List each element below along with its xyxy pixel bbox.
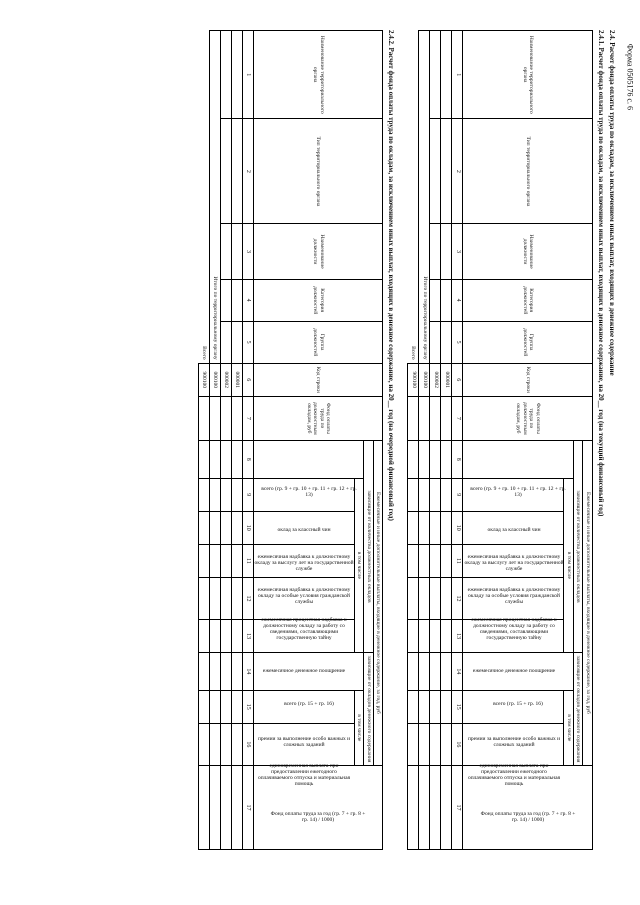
table-row: [441, 31, 452, 850]
table-subtitle: 2.4.2. Расчет фонда оплаты труда по окладам, за исключением иных выплат, входящих в денежное содержание, на 20__ год (на очередной финансовый год): [387, 30, 396, 521]
table-cell: [221, 31, 232, 119]
column-header-text: ежемесячная надбавка к должностному окладу за особые условия гражданской службы: [257, 586, 351, 605]
column-number: 14: [452, 653, 463, 691]
table-cell: [408, 396, 419, 440]
table-cell: [408, 619, 419, 652]
column-header-text: ежемесячное денежное поощрение: [472, 667, 555, 674]
table-cell: [210, 478, 221, 511]
table-cell: [419, 653, 430, 691]
table-cell: [430, 440, 441, 478]
column-number: 2: [452, 119, 463, 224]
column-header-text: Фонд оплаты труда за год (гр. 7 + гр. 8 + гр. 14) / 1000): [480, 810, 576, 823]
column-number: 10: [243, 511, 254, 544]
table-cell: [430, 765, 441, 849]
table-cell: [441, 478, 452, 511]
table-row: [408, 31, 419, 850]
table-cell: [408, 723, 419, 765]
table-cell: [430, 224, 441, 279]
subgroup-header: зависящие от окладов денежного содержания: [574, 653, 584, 766]
table-cell: [221, 396, 232, 440]
table-cell: [419, 544, 430, 577]
in-that-number: в том числе: [355, 690, 365, 765]
in-that-number: в том числе: [564, 690, 574, 765]
column-number: 4: [452, 279, 463, 321]
column-number: 6: [243, 363, 254, 396]
row-code: 900100: [199, 363, 210, 396]
rotated-page: [16, 30, 616, 850]
table-cell: [221, 544, 232, 577]
table-cell: [199, 478, 210, 511]
table-cell: [232, 279, 243, 321]
table-cell: [199, 723, 210, 765]
table-cell: [199, 690, 210, 723]
table-cell: [221, 440, 232, 478]
table-cell: [210, 723, 221, 765]
column-number: 8: [452, 440, 463, 478]
column-number: 15: [243, 690, 254, 723]
table-cell: [430, 690, 441, 723]
table-cell: [441, 723, 452, 765]
table-cell: [221, 653, 232, 691]
row-label: Всего: [410, 346, 417, 360]
row-code: 000001: [441, 363, 452, 396]
table-cell: [430, 396, 441, 440]
payroll-table: [198, 30, 384, 850]
table-cell: [221, 279, 232, 321]
column-number: 1: [243, 31, 254, 119]
table-cell: [221, 578, 232, 620]
column-number: 13: [452, 619, 463, 652]
table-cell: [199, 396, 210, 440]
column-header-text: всего (гр. 9 + гр. 10 + гр. 11 + гр. 12 + гр. 13): [261, 485, 357, 498]
column-header: Категория должностей: [463, 279, 593, 321]
table-cell: [408, 653, 419, 691]
table-cell: [221, 511, 232, 544]
column-number: 3: [452, 224, 463, 279]
column-number: 5: [243, 321, 254, 363]
column-header: Код строки: [254, 363, 384, 396]
table-cell: [232, 544, 243, 577]
column-header-text: ежемесячная процентная надбавка к должностному окладу за работу со сведениями, составляющими государственную тайну: [261, 617, 347, 641]
in-that-number: в том числе: [564, 478, 574, 653]
table-cell: [221, 723, 232, 765]
column-header-text: ежемесячная надбавка к должностному окладу за выслугу лет на государственной службе: [464, 553, 564, 572]
column-header-text: единовременная выплата при предоставлении ежегодного оплачиваемого отпуска и материальная помощь: [258, 762, 351, 787]
table-cell: [441, 619, 452, 652]
table-cell: [199, 440, 210, 478]
table-cell: [221, 619, 232, 652]
table-cell: [232, 119, 243, 224]
table-cell: [419, 396, 430, 440]
column-number: 11: [243, 544, 254, 577]
column-header-text: ежемесячная надбавка к должностному окладу за особые условия гражданской службы: [467, 586, 561, 605]
column-number: 17: [243, 765, 254, 849]
table-cell: [232, 690, 243, 723]
table-cell: [441, 765, 452, 849]
table-cell: [441, 279, 452, 321]
table-cell: [441, 31, 452, 119]
table-cell: [430, 544, 441, 577]
column-number: 12: [243, 578, 254, 620]
table-cell: [199, 653, 210, 691]
table-cell: [441, 119, 452, 224]
table-row: [430, 31, 441, 850]
table-cell: [419, 511, 430, 544]
table-cell: [221, 765, 232, 849]
table-cell: [232, 723, 243, 765]
row-code: 000100: [210, 363, 221, 396]
subgroup-header: зависящие от количества должностных окладов: [364, 440, 374, 652]
column-number: 12: [452, 578, 463, 620]
column-number: 4: [243, 279, 254, 321]
table-cell: [441, 224, 452, 279]
table-cell: [232, 31, 243, 119]
row-code: 000002: [430, 363, 441, 396]
table-cell: [430, 511, 441, 544]
column-number: 7: [452, 396, 463, 440]
table-cell: [441, 440, 452, 478]
column-number: 9: [243, 478, 254, 511]
table-cell: [441, 511, 452, 544]
form-number: Форма 0505176 с. 6: [625, 43, 634, 110]
table-cell: [441, 578, 452, 620]
table-cell: [408, 544, 419, 577]
table-row: [232, 31, 243, 850]
table-cell: [430, 31, 441, 119]
column-number: 1: [452, 31, 463, 119]
row-code: 900100: [408, 363, 419, 396]
table-cell: [210, 578, 221, 620]
column-header: [463, 440, 574, 498]
column-header-text: премии за выполнение особо важных и сложных заданий: [467, 735, 560, 748]
row-label: Итого по территориальному органу: [210, 31, 221, 364]
column-header-text: Фонд оплаты труда за год (гр. 7 + гр. 8 + гр. 14) / 1000): [271, 810, 366, 823]
column-header: Тип территориального органа: [463, 119, 593, 224]
table-cell: [221, 224, 232, 279]
table-cell: [232, 396, 243, 440]
in-that-number: в том числе: [355, 478, 365, 653]
table-cell: [210, 396, 221, 440]
column-header-text: ежемесячное денежное поощрение: [263, 667, 346, 674]
table-subtitle: 2.4.1. Расчет фонда оплаты труда по окладам, за исключением иных выплат, входящих в денежное содержание, на 20__ год (на текущий финансовый год): [597, 30, 605, 517]
table-cell: [430, 619, 441, 652]
column-number: 8: [243, 440, 254, 478]
column-header: Код строки: [463, 363, 593, 396]
table-cell: [210, 690, 221, 723]
column-number: 2: [243, 119, 254, 224]
column-number: 5: [452, 321, 463, 363]
tables-container: [198, 30, 605, 850]
table-cell: [430, 321, 441, 363]
table-cell: [232, 619, 243, 652]
column-header: Категория должностей: [254, 279, 384, 321]
group-header: Ежемесячные и иные дополнительные выплаты, входящие в денежное содержание, за год, руб: [583, 440, 593, 765]
column-number: 17: [452, 765, 463, 849]
spacer: [396, 30, 408, 850]
table-cell: [430, 578, 441, 620]
subgroup-header: зависящие от окладов денежного содержания: [364, 653, 374, 766]
table-row: [199, 31, 210, 850]
column-header-text: всего (гр. 9 + гр. 10 + гр. 11 + гр. 12 + гр. 13): [470, 485, 567, 498]
table-cell: [419, 765, 430, 849]
table-cell: [419, 440, 430, 478]
column-number: 6: [452, 363, 463, 396]
table-cell: [419, 690, 430, 723]
table-cell: [199, 578, 210, 620]
table-cell: [221, 690, 232, 723]
group-header: Ежемесячные и иные дополнительные выплаты, входящие в денежное содержание, за год, руб: [374, 440, 384, 765]
row-code: 000002: [221, 363, 232, 396]
table-cell: [419, 723, 430, 765]
table-cell: [430, 279, 441, 321]
subgroup-header: зависящие от количества должностных окладов: [574, 440, 584, 652]
table-cell: [221, 321, 232, 363]
table-cell: [419, 478, 430, 511]
column-number: 16: [243, 723, 254, 765]
table-row: [210, 31, 221, 850]
column-header: Наименование территориального органа: [463, 31, 593, 119]
table-cell: [232, 511, 243, 544]
table-cell: [232, 321, 243, 363]
table-cell: [441, 653, 452, 691]
column-number: 13: [243, 619, 254, 652]
row-code: 000001: [232, 363, 243, 396]
table-cell: [199, 619, 210, 652]
table-cell: [408, 478, 419, 511]
column-header: Группа должностей: [254, 321, 384, 363]
table-cell: [430, 119, 441, 224]
table-cell: [199, 765, 210, 849]
table-cell: [430, 653, 441, 691]
row-label: Всего: [201, 346, 207, 360]
table-cell: [199, 544, 210, 577]
column-header-text: всего (гр. 15 + гр. 16): [493, 701, 544, 708]
column-header-text: оклад за классный чин: [487, 526, 541, 533]
column-number: 16: [452, 723, 463, 765]
table-cell: [232, 440, 243, 478]
column-header: Наименование должности: [463, 224, 593, 279]
column-number: 3: [243, 224, 254, 279]
column-header: Тип территориального органа: [254, 119, 384, 224]
column-number: 15: [452, 690, 463, 723]
table-cell: [210, 619, 221, 652]
table-cell: [441, 396, 452, 440]
table-cell: [419, 578, 430, 620]
column-number: 10: [452, 511, 463, 544]
table-cell: [210, 653, 221, 691]
table-row: [419, 31, 430, 850]
table-cell: [430, 478, 441, 511]
table-cell: [408, 511, 419, 544]
column-header: [254, 440, 365, 498]
column-header: Фонд оплаты труда по должностным окладам, руб: [463, 396, 593, 440]
table-cell: [232, 578, 243, 620]
column-header: Наименование территориального органа: [254, 31, 384, 119]
table-cell: [221, 478, 232, 511]
table-cell: [408, 578, 419, 620]
row-label: Итого по территориальному органу: [419, 31, 430, 364]
column-number: 7: [243, 396, 254, 440]
column-header-text: всего (гр. 15 + гр. 16): [284, 701, 334, 708]
table-cell: [441, 544, 452, 577]
table-cell: [408, 440, 419, 478]
table-cell: [221, 119, 232, 224]
table-cell: [232, 653, 243, 691]
table-cell: [430, 723, 441, 765]
column-number: 11: [452, 544, 463, 577]
column-header-text: ежемесячная процентная надбавка к должностному окладу за работу со сведениями, составляющими государственную тайну: [471, 617, 557, 641]
table-cell: [232, 765, 243, 849]
table-cell: [441, 321, 452, 363]
column-header: Группа должностей: [463, 321, 593, 363]
table-cell: [210, 544, 221, 577]
row-code: 000100: [419, 363, 430, 396]
column-header: Фонд оплаты труда по должностным окладам, руб: [254, 396, 384, 440]
column-header: Наименование должности: [254, 224, 384, 279]
table-cell: [210, 511, 221, 544]
table-cell: [210, 440, 221, 478]
table-cell: [408, 690, 419, 723]
table-cell: [232, 224, 243, 279]
column-header-text: премии за выполнение особо важных и сложных заданий: [258, 735, 351, 748]
table-cell: [232, 478, 243, 511]
section-title: 2.4. Расчет фонда оплаты труда по окладам, за исключением иных выплат, входящих в денежное содержание: [608, 30, 616, 376]
table-cell: [419, 619, 430, 652]
column-header-text: ежемесячная надбавка к должностному окладу за выслугу лет на государственной службе: [254, 553, 354, 572]
column-header-text: единовременная выплата при предоставлении ежегодного оплачиваемого отпуска и материальная помощь: [467, 762, 560, 787]
column-header-text: оклад за классный чин: [277, 526, 331, 533]
table-row: [221, 31, 232, 850]
table-cell: [199, 511, 210, 544]
column-number: 14: [243, 653, 254, 691]
column-number: 9: [452, 478, 463, 511]
table-cell: [441, 690, 452, 723]
table-cell: [210, 765, 221, 849]
payroll-table: [408, 30, 594, 850]
table-cell: [408, 765, 419, 849]
